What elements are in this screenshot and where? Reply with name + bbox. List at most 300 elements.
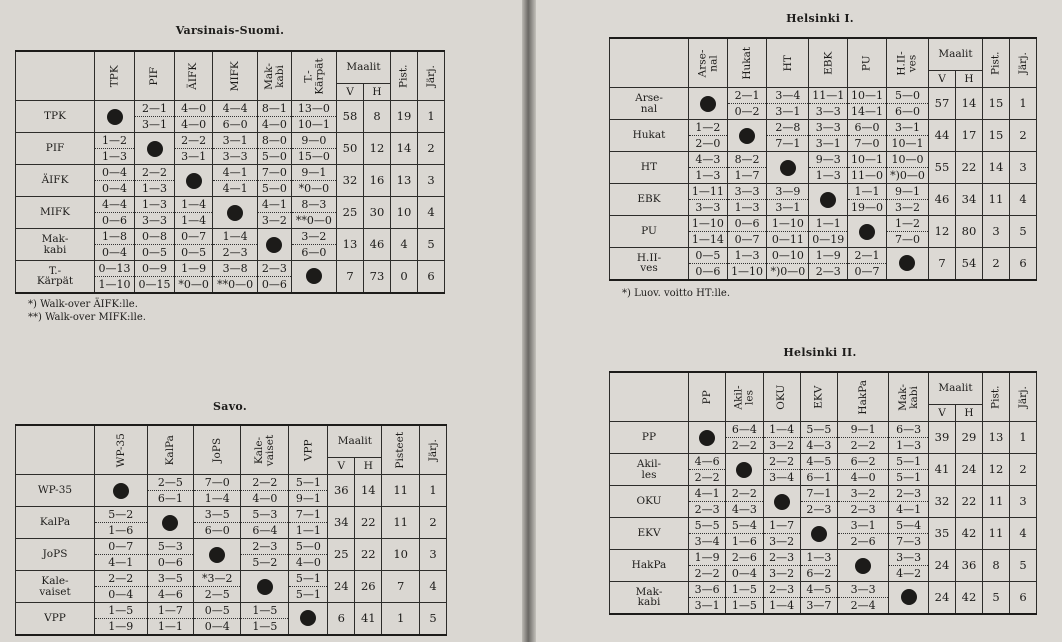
away-score: 1—5 — [252, 619, 278, 633]
black-dot-icon — [739, 128, 755, 144]
goals-for: 13 — [337, 229, 364, 261]
black-dot-icon — [820, 192, 836, 208]
score-cell — [213, 261, 258, 293]
column-team-header — [289, 425, 328, 475]
score-cell — [175, 229, 213, 261]
home-score: 2—2 — [95, 572, 147, 587]
home-score: 1—4 — [213, 230, 257, 245]
self-cell — [241, 571, 289, 603]
score-cell — [800, 454, 837, 486]
away-score: 1—6 — [731, 535, 757, 548]
goals-for-header: V — [929, 405, 956, 422]
self-cell — [289, 603, 328, 635]
column-team-label: TPK — [108, 65, 121, 87]
home-score: 3—3 — [889, 551, 928, 566]
away-score: 0—4 — [102, 182, 127, 195]
score-cell — [147, 603, 194, 635]
score-cell — [213, 229, 258, 261]
home-score: 7—1 — [801, 487, 837, 502]
away-score: 2—2 — [850, 439, 876, 452]
score-cell — [258, 165, 292, 197]
home-score: 2—2 — [241, 476, 288, 491]
points: 11 — [983, 184, 1010, 216]
row-team-label: EBK — [637, 193, 661, 206]
points-label: Pisteet — [394, 431, 407, 469]
score-cell — [838, 422, 889, 454]
home-score: 2—1 — [848, 249, 886, 264]
self-cell — [800, 518, 837, 550]
away-score: 3—1 — [775, 201, 801, 214]
column-team-label: T.- Kärpät — [302, 57, 325, 95]
home-score: 3—6 — [689, 583, 725, 598]
rank: 6 — [1010, 248, 1037, 280]
score-cell — [95, 165, 135, 197]
home-score: 0—4 — [95, 166, 134, 181]
home-score: 6—4 — [726, 423, 762, 438]
row-team-name — [610, 550, 689, 582]
self-cell — [726, 454, 763, 486]
score-cell — [175, 133, 213, 165]
points: 12 — [983, 454, 1010, 486]
rank: 5 — [420, 603, 447, 635]
home-score: 1—4 — [175, 198, 212, 213]
column-team-header — [763, 372, 800, 422]
away-score: 2—2 — [731, 439, 757, 452]
home-score: 0—7 — [175, 230, 212, 245]
column-team-label: WP-35 — [114, 432, 127, 468]
helsinki1-table — [609, 37, 1037, 281]
goals-against: 29 — [956, 422, 983, 454]
home-score: 1—7 — [764, 519, 800, 534]
score-cell — [95, 197, 135, 229]
away-score: 1—14 — [691, 233, 724, 246]
rank: 2 — [1010, 454, 1037, 486]
self-cell — [767, 152, 809, 184]
away-score: 0—19 — [812, 233, 845, 246]
home-score: 2—1 — [135, 102, 174, 117]
column-team-label: Kale- vaiset — [253, 434, 276, 466]
score-cell — [809, 152, 848, 184]
corner-cell — [16, 51, 95, 101]
score-cell — [727, 248, 767, 280]
away-score: 4—1 — [108, 556, 134, 569]
away-score: 0—6 — [261, 277, 287, 291]
home-score: 2—3 — [258, 262, 291, 277]
column-team-header — [95, 425, 148, 475]
away-score: 6—0 — [301, 246, 327, 259]
column-team-label: H.II- ves — [895, 50, 919, 76]
column-team-header — [194, 425, 241, 475]
goals-against: 16 — [364, 165, 391, 197]
home-score: 1—9 — [809, 249, 847, 264]
column-team-header — [147, 425, 194, 475]
home-score: 7—1 — [289, 508, 327, 523]
rank-label: Järj. — [426, 438, 439, 462]
away-score: 0—4 — [204, 619, 230, 633]
helsinki1-title: Helsinki I. — [786, 12, 854, 25]
score-cell — [258, 133, 292, 165]
rank-header — [420, 425, 447, 475]
home-score: 9—1 — [887, 185, 928, 200]
row-team-name — [16, 133, 95, 165]
score-cell — [689, 216, 728, 248]
score-cell — [175, 101, 213, 133]
score-cell — [886, 152, 928, 184]
home-score: 2—1 — [728, 89, 767, 104]
away-score: 3—2 — [769, 535, 795, 548]
home-score: 1—9 — [175, 262, 212, 277]
goals-against: 8 — [364, 101, 391, 133]
score-cell — [289, 475, 328, 507]
home-score: 1—5 — [241, 604, 288, 619]
score-cell — [889, 518, 929, 550]
home-score: 0—5 — [194, 604, 240, 619]
goals-against: 30 — [364, 197, 391, 229]
rank: 2 — [418, 133, 445, 165]
points: 8 — [983, 550, 1010, 582]
black-dot-icon — [859, 224, 875, 240]
score-cell — [291, 165, 336, 197]
score-cell — [809, 88, 848, 120]
home-score: 10—1 — [848, 89, 886, 104]
table-row — [610, 248, 1037, 280]
goals-for-header: V — [929, 71, 956, 88]
away-score: 5—1 — [896, 471, 922, 484]
goals-against: 46 — [364, 229, 391, 261]
rank: 6 — [1010, 582, 1037, 614]
self-cell — [889, 582, 929, 614]
home-score: 0—8 — [135, 230, 174, 245]
score-cell — [889, 550, 929, 582]
away-score: 3—1 — [694, 598, 720, 612]
home-score: 8—3 — [292, 198, 336, 213]
score-cell — [95, 133, 135, 165]
home-score: 13—0 — [292, 102, 336, 117]
savo-table — [15, 424, 447, 636]
away-score: 10—1 — [891, 137, 924, 150]
score-cell — [241, 539, 289, 571]
home-score: 5—1 — [289, 572, 327, 587]
away-score: 4—1 — [222, 182, 248, 195]
points: 2 — [983, 248, 1010, 280]
maalit-header: Maalit — [929, 38, 983, 71]
home-score: 3—3 — [838, 583, 888, 598]
rank-header — [418, 51, 445, 101]
rank: 1 — [420, 475, 447, 507]
goals-against: 12 — [364, 133, 391, 165]
rank-label: Järj. — [424, 64, 437, 88]
table-row — [16, 571, 447, 603]
away-score: 0—4 — [731, 567, 757, 580]
score-cell — [258, 197, 292, 229]
score-cell — [689, 248, 728, 280]
row-team-label: Hukat — [632, 129, 666, 142]
away-score: 1—4 — [181, 214, 207, 227]
away-score: 4—3 — [806, 439, 832, 452]
home-score: *3—2 — [194, 572, 240, 587]
points-header — [983, 38, 1010, 88]
column-team-label: VPP — [302, 439, 315, 461]
away-score: 3—4 — [769, 471, 795, 484]
points: 13 — [391, 165, 418, 197]
home-score: 2—2 — [726, 487, 762, 502]
home-score: 5—1 — [289, 476, 327, 491]
score-cell — [291, 229, 336, 261]
home-score: 4—5 — [801, 455, 837, 470]
column-team-header — [135, 51, 175, 101]
column-team-label: Mak- kabi — [897, 383, 920, 411]
home-score: 1—1 — [809, 217, 847, 232]
home-score: 2—5 — [148, 476, 194, 491]
column-team-header — [291, 51, 336, 101]
points: 11 — [983, 486, 1010, 518]
goals-against: 80 — [956, 216, 983, 248]
away-score: 1—6 — [108, 524, 134, 537]
home-score: 0—10 — [767, 249, 808, 264]
goals-for: 32 — [337, 165, 364, 197]
goals-for: 12 — [929, 216, 956, 248]
score-cell — [147, 571, 194, 603]
points: 11 — [382, 507, 420, 539]
score-cell — [95, 539, 148, 571]
away-score: **0—0 — [217, 277, 254, 291]
column-team-label: HT — [781, 54, 794, 72]
row-team-label: Mak- kabi — [41, 233, 69, 256]
home-score: 3—2 — [292, 230, 336, 245]
black-dot-icon — [306, 268, 322, 284]
rank: 2 — [1010, 120, 1037, 152]
away-score: 3—1 — [775, 105, 801, 118]
home-score: 9—1 — [838, 423, 888, 438]
home-score: 5—3 — [148, 540, 194, 555]
points: 0 — [391, 261, 418, 293]
home-score: 1—11 — [689, 185, 727, 200]
row-team-label: PP — [641, 431, 657, 444]
row-team-name — [610, 184, 689, 216]
row-team-name — [16, 229, 95, 261]
score-cell — [135, 229, 175, 261]
home-score: 8—2 — [728, 153, 767, 168]
column-team-label: ÄIFK — [187, 62, 200, 90]
away-score: 6—0 — [222, 118, 248, 131]
varsinais-footnote-1: *) Walk-over ÄIFK:lle. — [28, 299, 138, 310]
home-score: 1—3 — [728, 249, 767, 264]
header-row — [16, 51, 445, 84]
away-score: 6—1 — [806, 471, 832, 484]
helsinki1-footnote-1: *) Luov. voitto HT:lle. — [622, 288, 731, 299]
row-team-name — [16, 603, 95, 635]
away-score: 5—1 — [295, 588, 321, 601]
score-cell — [135, 261, 175, 293]
score-cell — [763, 582, 800, 614]
away-score: 3—2 — [769, 567, 795, 580]
column-team-header — [95, 51, 135, 101]
black-dot-icon — [266, 237, 282, 253]
column-team-label: Hukat — [740, 46, 753, 80]
away-score: 2—3 — [850, 503, 876, 516]
goals-against: 73 — [364, 261, 391, 293]
points: 3 — [983, 216, 1010, 248]
home-score: 4—6 — [689, 455, 725, 470]
away-score: 1—5 — [731, 598, 757, 612]
away-score: 3—1 — [181, 150, 207, 163]
away-score: 0—6 — [157, 556, 183, 569]
score-cell — [689, 582, 726, 614]
score-cell — [809, 120, 848, 152]
column-team-label: JoPS — [210, 437, 223, 463]
goals-against: 22 — [956, 486, 983, 518]
black-dot-icon — [855, 558, 871, 574]
home-score: 1—2 — [887, 217, 928, 232]
black-dot-icon — [209, 547, 225, 563]
home-score: 0—6 — [728, 217, 767, 232]
home-score: 3—9 — [767, 185, 808, 200]
goals-for: 46 — [929, 184, 956, 216]
score-cell — [886, 216, 928, 248]
away-score: *)0—0 — [890, 169, 925, 182]
corner-cell — [16, 425, 95, 475]
maalit-header: Maalit — [929, 372, 983, 405]
column-team-header — [689, 372, 726, 422]
points: 15 — [983, 88, 1010, 120]
row-team-name — [610, 422, 689, 454]
score-cell — [800, 422, 837, 454]
home-score: 10—1 — [848, 153, 886, 168]
home-score: 0—7 — [95, 540, 147, 555]
score-cell — [291, 133, 336, 165]
home-score: 1—2 — [95, 134, 134, 149]
column-team-header — [767, 38, 809, 88]
home-score: 5—0 — [289, 540, 327, 555]
row-team-label: MIFK — [39, 206, 71, 219]
row-team-label: TPK — [44, 110, 66, 123]
away-score: 15—0 — [297, 150, 330, 163]
home-score: 1—10 — [767, 217, 808, 232]
home-score: 6—3 — [889, 423, 928, 438]
score-cell — [689, 486, 726, 518]
away-score: 5—0 — [261, 182, 287, 195]
black-dot-icon — [736, 462, 752, 478]
away-score: 0—4 — [102, 246, 127, 259]
rank: 5 — [1010, 216, 1037, 248]
column-team-header — [848, 38, 887, 88]
goals-for: 57 — [929, 88, 956, 120]
home-score: 2—2 — [175, 134, 212, 149]
score-cell — [726, 422, 763, 454]
away-score: 1—10 — [98, 277, 131, 291]
home-score: 5—0 — [887, 89, 928, 104]
away-score: 0—2 — [734, 105, 760, 118]
away-score: **0—0 — [295, 214, 332, 227]
away-score: 0—7 — [854, 264, 880, 278]
score-cell — [289, 507, 328, 539]
goals-against-header: H — [355, 458, 382, 475]
goals-for: 25 — [337, 197, 364, 229]
away-score: 4—6 — [157, 588, 183, 601]
goals-against: 14 — [355, 475, 382, 507]
home-score: 2—6 — [726, 551, 762, 566]
black-dot-icon — [113, 483, 129, 499]
score-cell — [194, 475, 241, 507]
away-score: 4—0 — [850, 471, 876, 484]
goals-for: 39 — [929, 422, 956, 454]
score-cell — [726, 550, 763, 582]
away-score: 2—3 — [222, 246, 248, 259]
column-team-label: EKV — [812, 385, 825, 409]
table-row — [16, 507, 447, 539]
away-score: 7—0 — [894, 233, 920, 246]
away-score: 2—6 — [850, 535, 876, 548]
rank-label: Järj. — [1016, 51, 1029, 75]
home-score: 6—2 — [838, 455, 888, 470]
score-cell — [241, 507, 289, 539]
home-score: 2—2 — [764, 455, 800, 470]
rank: 1 — [418, 101, 445, 133]
goals-against: 22 — [355, 507, 382, 539]
score-cell — [194, 603, 241, 635]
black-dot-icon — [186, 173, 202, 189]
column-team-label: Arse- nal — [696, 49, 719, 77]
rank: 3 — [1010, 486, 1037, 518]
score-cell — [889, 454, 929, 486]
black-dot-icon — [774, 494, 790, 510]
home-score: 3—3 — [728, 185, 767, 200]
away-score: 2—3 — [694, 503, 720, 516]
away-score: 2—2 — [694, 567, 720, 580]
column-team-header — [800, 372, 837, 422]
score-cell — [767, 216, 809, 248]
column-team-header — [838, 372, 889, 422]
self-cell — [95, 475, 148, 507]
away-score: 5—0 — [261, 150, 287, 163]
home-score: 9—0 — [292, 134, 336, 149]
points: 5 — [983, 582, 1010, 614]
row-team-name — [610, 486, 689, 518]
away-score: 4—0 — [181, 118, 207, 131]
score-cell — [289, 539, 328, 571]
row-team-label: T.- Kärpät — [36, 264, 74, 288]
score-cell — [135, 165, 175, 197]
away-score: 1—3 — [142, 182, 167, 195]
header-row — [16, 425, 447, 458]
home-score: 3—5 — [194, 508, 240, 523]
score-cell — [213, 165, 258, 197]
away-score: 1—7 — [734, 169, 760, 182]
score-cell — [147, 475, 194, 507]
column-team-header — [175, 51, 213, 101]
home-score: 4—3 — [689, 153, 727, 168]
away-score: 0—7 — [734, 233, 760, 246]
goals-against-header: H — [956, 405, 983, 422]
home-score: 3—1 — [887, 121, 928, 136]
home-score: 9—3 — [809, 153, 847, 168]
table-row — [610, 216, 1037, 248]
varsinais-table — [15, 50, 445, 294]
black-dot-icon — [700, 96, 716, 112]
score-cell — [727, 216, 767, 248]
home-score: 4—1 — [258, 198, 291, 213]
row-team-name — [16, 197, 95, 229]
goals-against: 22 — [956, 152, 983, 184]
goals-for-header: V — [328, 458, 355, 475]
points: 10 — [391, 197, 418, 229]
rank: 5 — [1010, 550, 1037, 582]
helsinki2-table — [609, 371, 1037, 615]
row-team-label: PU — [641, 225, 657, 238]
home-score: 2—8 — [767, 121, 808, 136]
score-cell — [95, 603, 148, 635]
home-score: 5—2 — [95, 508, 147, 523]
